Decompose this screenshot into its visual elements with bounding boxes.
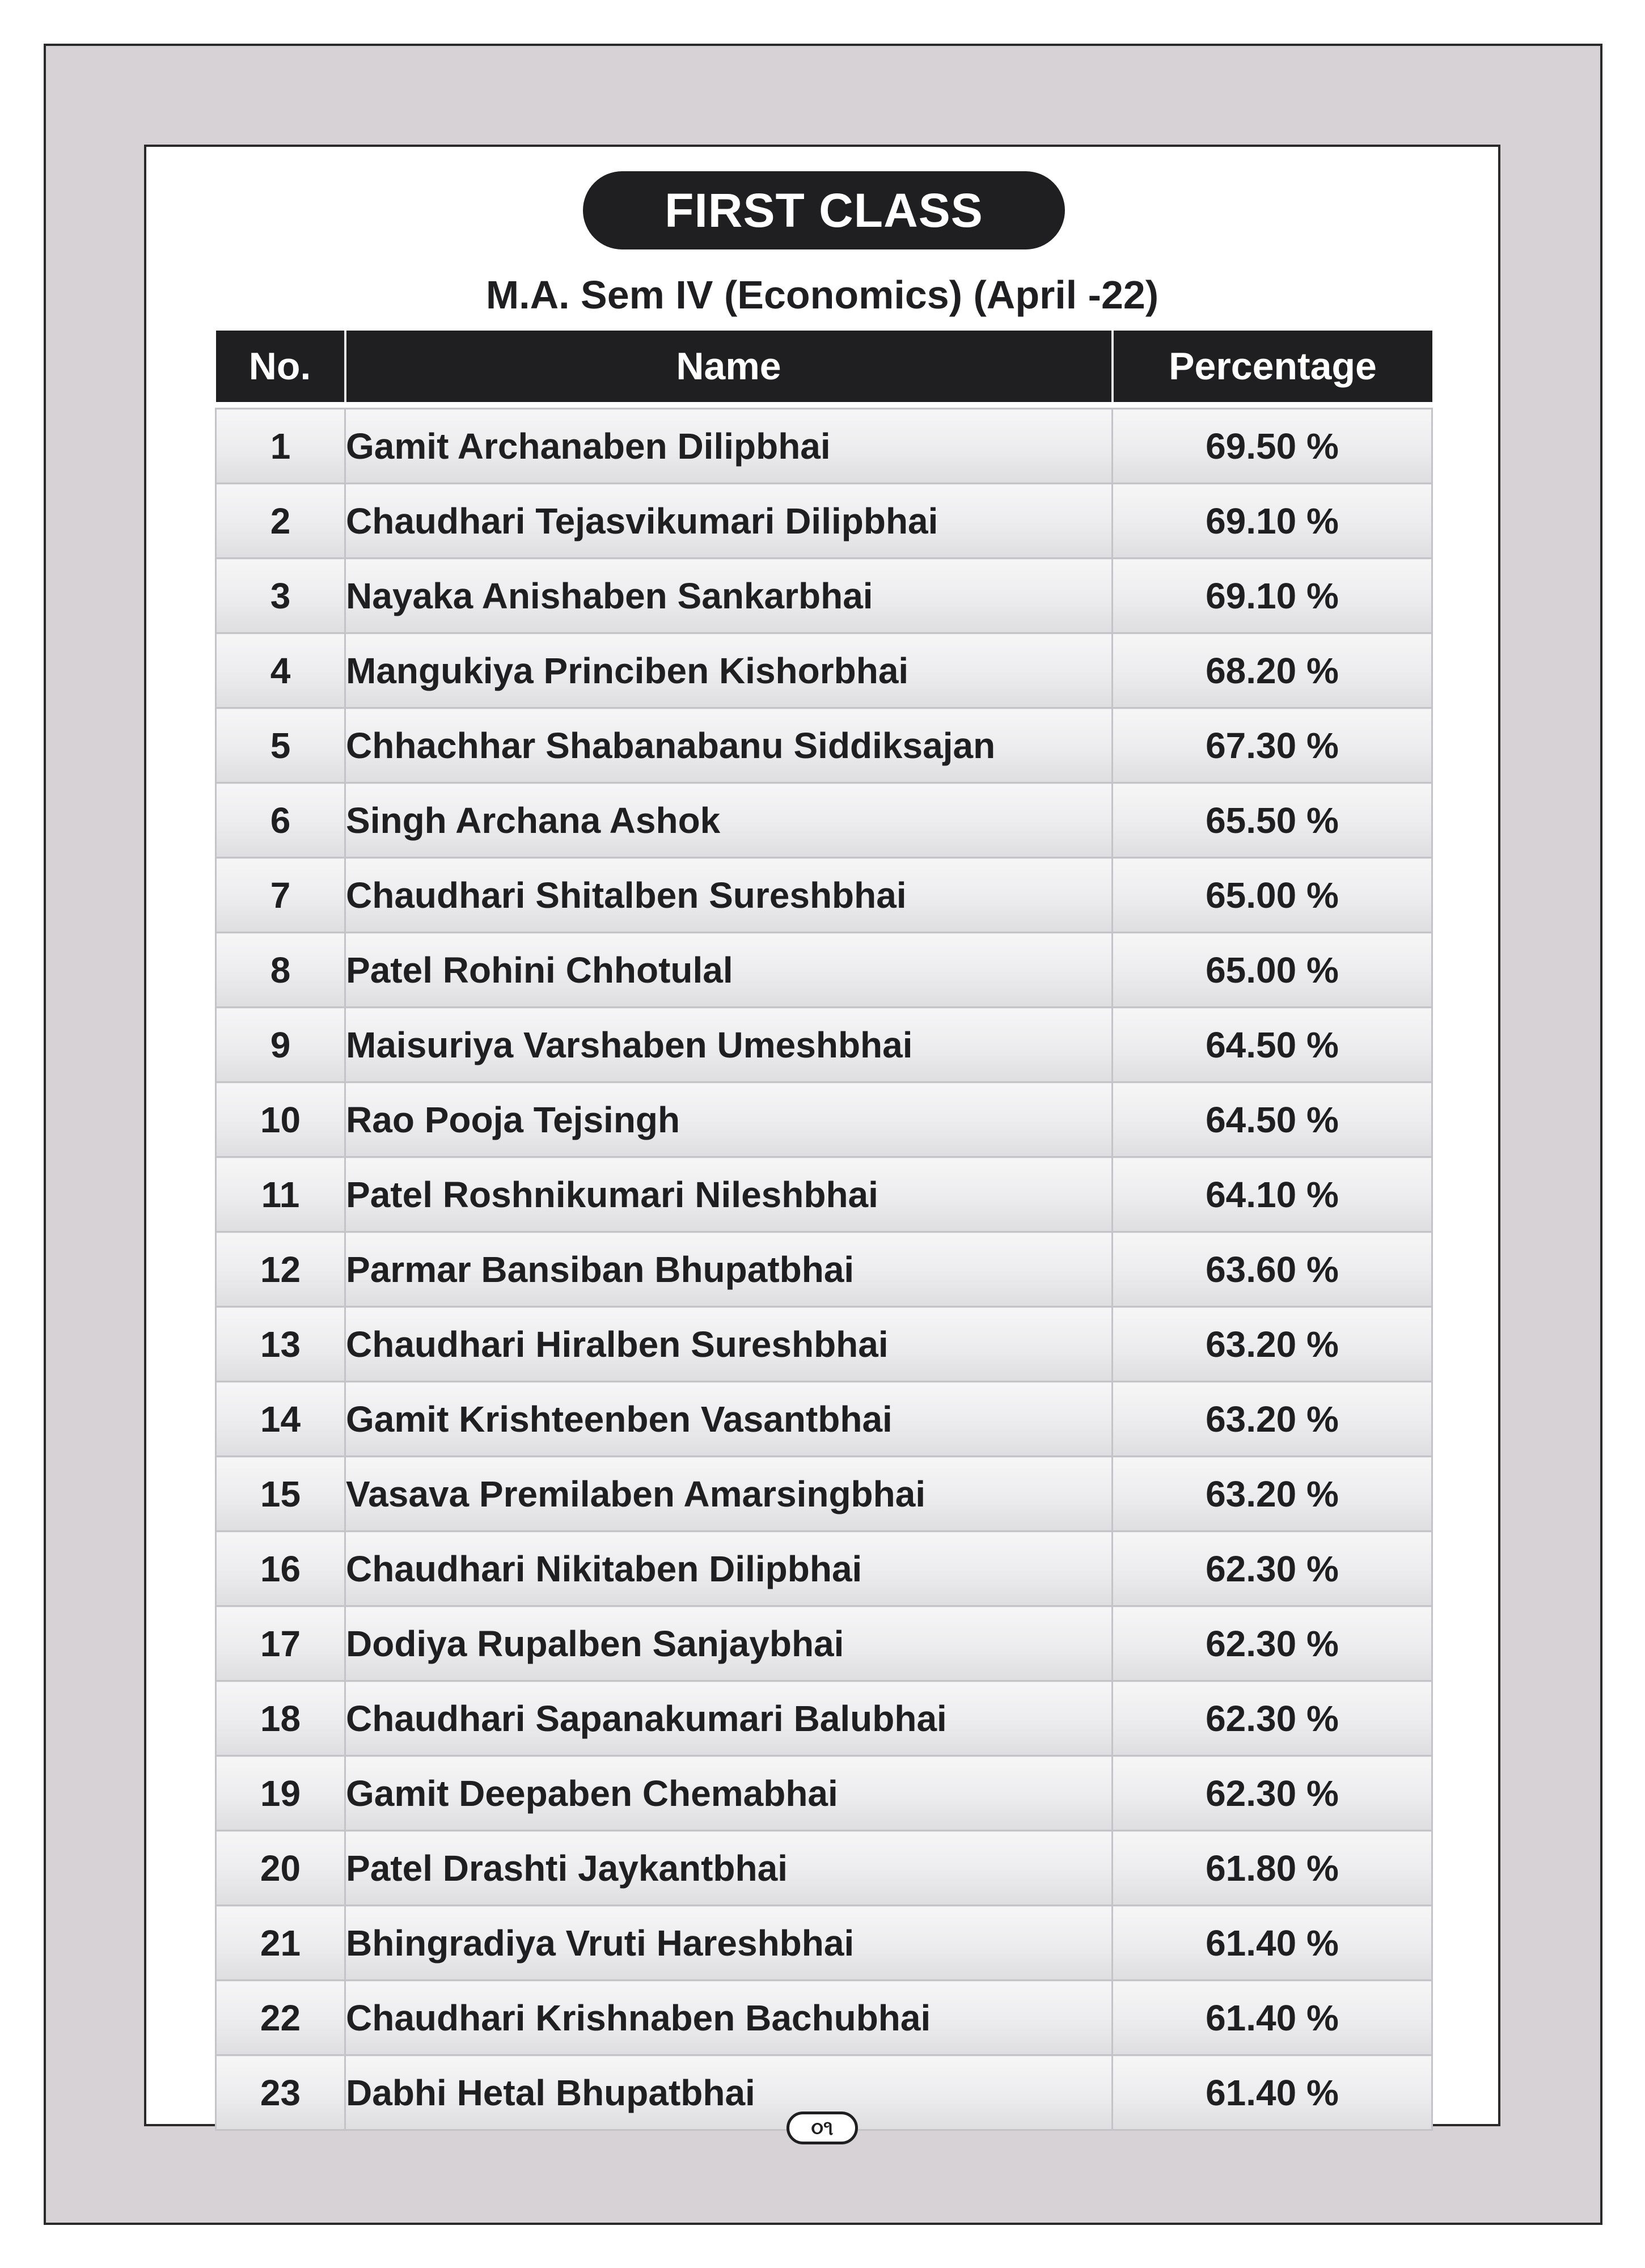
row-number: 23 bbox=[216, 2055, 345, 2130]
student-name: Chaudhari Tejasvikumari Dilipbhai bbox=[345, 484, 1113, 558]
table-row bbox=[216, 1531, 1432, 1606]
student-percentage: 64.50 % bbox=[1113, 1082, 1432, 1157]
student-name: Vasava Premilaben Amarsingbhai bbox=[345, 1457, 1113, 1531]
table-header bbox=[216, 331, 1432, 402]
row-number: 6 bbox=[216, 783, 345, 858]
header-percentage: Percentage bbox=[1113, 331, 1432, 402]
table-body bbox=[216, 402, 1432, 2130]
row-number: 8 bbox=[216, 933, 345, 1008]
header-no: No. bbox=[216, 331, 345, 402]
student-name: Maisuriya Varshaben Umeshbhai bbox=[345, 1008, 1113, 1082]
table-row bbox=[216, 1831, 1432, 1906]
student-name: Nayaka Anishaben Sankarbhai bbox=[345, 558, 1113, 633]
student-percentage: 63.60 % bbox=[1113, 1232, 1432, 1307]
row-number: 13 bbox=[216, 1307, 345, 1382]
row-number: 17 bbox=[216, 1606, 345, 1681]
row-number: 9 bbox=[216, 1008, 345, 1082]
page-number: ૦૧ bbox=[786, 2112, 858, 2144]
student-name: Chaudhari Shitalben Sureshbhai bbox=[345, 858, 1113, 933]
table-row bbox=[216, 783, 1432, 858]
row-number: 18 bbox=[216, 1681, 345, 1756]
student-name: Dabhi Hetal Bhupatbhai bbox=[345, 2055, 1113, 2130]
table-row bbox=[216, 1232, 1432, 1307]
student-name: Rao Pooja Tejsingh bbox=[345, 1082, 1113, 1157]
row-number: 21 bbox=[216, 1906, 345, 1981]
row-number: 5 bbox=[216, 708, 345, 783]
table-row bbox=[216, 708, 1432, 783]
row-number: 1 bbox=[216, 409, 345, 484]
results-table bbox=[215, 331, 1433, 2131]
student-name: Patel Drashti Jaykantbhai bbox=[345, 1831, 1113, 1906]
row-number: 4 bbox=[216, 633, 345, 708]
table-row bbox=[216, 1981, 1432, 2055]
student-name: Gamit Archanaben Dilipbhai bbox=[345, 409, 1113, 484]
table-row bbox=[216, 409, 1432, 484]
student-name: Chaudhari Sapanakumari Balubhai bbox=[345, 1681, 1113, 1756]
header-name: Name bbox=[345, 331, 1113, 402]
student-percentage: 63.20 % bbox=[1113, 1307, 1432, 1382]
row-number: 16 bbox=[216, 1531, 345, 1606]
table-row bbox=[216, 1157, 1432, 1232]
student-percentage: 68.20 % bbox=[1113, 633, 1432, 708]
student-name: Mangukiya Princiben Kishorbhai bbox=[345, 633, 1113, 708]
student-percentage: 62.30 % bbox=[1113, 1531, 1432, 1606]
student-name: Patel Roshnikumari Nileshbhai bbox=[345, 1157, 1113, 1232]
table-row bbox=[216, 933, 1432, 1008]
row-number: 2 bbox=[216, 484, 345, 558]
student-name: Patel Rohini Chhotulal bbox=[345, 933, 1113, 1008]
student-percentage: 67.30 % bbox=[1113, 708, 1432, 783]
student-percentage: 69.10 % bbox=[1113, 558, 1432, 633]
row-number: 22 bbox=[216, 1981, 345, 2055]
student-percentage: 65.00 % bbox=[1113, 858, 1432, 933]
student-name: Gamit Deepaben Chemabhai bbox=[345, 1756, 1113, 1831]
student-percentage: 65.00 % bbox=[1113, 933, 1432, 1008]
table-row bbox=[216, 1457, 1432, 1531]
page-subtitle: M.A. Sem IV (Economics) (April -22) bbox=[485, 273, 1159, 317]
student-percentage: 64.10 % bbox=[1113, 1157, 1432, 1232]
student-percentage: 62.30 % bbox=[1113, 1681, 1432, 1756]
student-percentage: 61.80 % bbox=[1113, 1831, 1432, 1906]
row-number: 11 bbox=[216, 1157, 345, 1232]
table-row bbox=[216, 858, 1432, 933]
student-percentage: 63.20 % bbox=[1113, 1382, 1432, 1457]
table-row bbox=[216, 1756, 1432, 1831]
header-spacer bbox=[216, 402, 1432, 409]
table-row bbox=[216, 1082, 1432, 1157]
header-row bbox=[216, 331, 1432, 402]
student-percentage: 65.50 % bbox=[1113, 783, 1432, 858]
student-name: Chaudhari Nikitaben Dilipbhai bbox=[345, 1531, 1113, 1606]
student-percentage: 64.50 % bbox=[1113, 1008, 1432, 1082]
student-name: Gamit Krishteenben Vasantbhai bbox=[345, 1382, 1113, 1457]
student-name: Bhingradiya Vruti Hareshbhai bbox=[345, 1906, 1113, 1981]
student-percentage: 63.20 % bbox=[1113, 1457, 1432, 1531]
row-number: 20 bbox=[216, 1831, 345, 1906]
student-percentage: 61.40 % bbox=[1113, 1906, 1432, 1981]
row-number: 15 bbox=[216, 1457, 345, 1531]
row-number: 10 bbox=[216, 1082, 345, 1157]
table-row bbox=[216, 1307, 1432, 1382]
page-title: FIRST CLASS bbox=[583, 171, 1065, 249]
table-row bbox=[216, 484, 1432, 558]
table-row bbox=[216, 558, 1432, 633]
row-number: 3 bbox=[216, 558, 345, 633]
student-name: Parmar Bansiban Bhupatbhai bbox=[345, 1232, 1113, 1307]
row-number: 19 bbox=[216, 1756, 345, 1831]
table-row bbox=[216, 633, 1432, 708]
student-name: Chaudhari Krishnaben Bachubhai bbox=[345, 1981, 1113, 2055]
table-row bbox=[216, 1382, 1432, 1457]
student-name: Singh Archana Ashok bbox=[345, 783, 1113, 858]
student-name: Chaudhari Hiralben Sureshbhai bbox=[345, 1307, 1113, 1382]
row-number: 12 bbox=[216, 1232, 345, 1307]
table-row bbox=[216, 1681, 1432, 1756]
spacer-cell bbox=[216, 402, 1432, 409]
student-percentage: 69.10 % bbox=[1113, 484, 1432, 558]
student-percentage: 61.40 % bbox=[1113, 2055, 1432, 2130]
table-row bbox=[216, 1906, 1432, 1981]
table-row bbox=[216, 1008, 1432, 1082]
row-number: 7 bbox=[216, 858, 345, 933]
row-number: 14 bbox=[216, 1382, 345, 1457]
student-percentage: 62.30 % bbox=[1113, 1606, 1432, 1681]
student-percentage: 61.40 % bbox=[1113, 1981, 1432, 2055]
student-percentage: 62.30 % bbox=[1113, 1756, 1432, 1831]
student-name: Chhachhar Shabanabanu Siddiksajan bbox=[345, 708, 1113, 783]
student-name: Dodiya Rupalben Sanjaybhai bbox=[345, 1606, 1113, 1681]
student-percentage: 69.50 % bbox=[1113, 409, 1432, 484]
table-row bbox=[216, 1606, 1432, 1681]
